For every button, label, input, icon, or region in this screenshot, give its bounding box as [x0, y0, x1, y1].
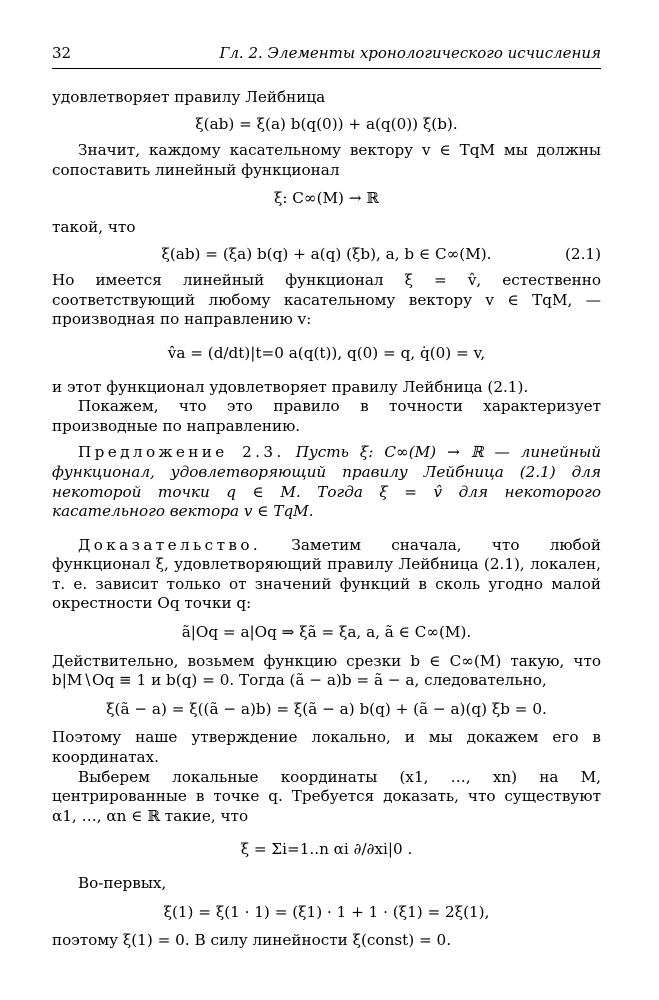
equation-cutoff-result: ξ(ã − a) = ξ((ã − a)b) = ξ(ã − a) b(q) + (ã − a)(q) ξb = 0. [106, 699, 547, 718]
paragraph-characterizes: Покажем, что это правило в точности характеризует производные по направлению. [52, 397, 601, 435]
paragraph-local-coordinates: Выберем локальные координаты (x1, …, xn) на M, центрированные в точке q. Требуется доказать, что существуют α1, …, αn ∈ ℝ такие, что [52, 767, 601, 825]
proposition-text: Пусть ξ: C∞(M) → ℝ — линейный функционал, удовлетворяющий правилу Лейбница (2.1) для некоторой точки q ∈ M. Тогда ξ = v̂ для некоторого касательного вектора v ∈ TqM. [52, 443, 602, 521]
page-header [52, 40, 601, 69]
paragraph-satisfies-rule: и этот функционал удовлетворяет правилу Лейбница (2.1). [52, 377, 529, 396]
proposition-label: Предложение 2.3. [78, 443, 285, 462]
proof-text: Заметим сначала, что любой функционал ξ, удовлетворяющий правилу Лейбница (2.1), локален, т. е. зависит только от значений функций в сколь угодно малой окрестности Oq точки q: [52, 535, 601, 613]
equation-2-1 [52, 245, 601, 265]
proposition-2-3 [52, 443, 601, 521]
page-body [52, 88, 601, 951]
page-number: 32 [52, 44, 72, 62]
book-page [52, 40, 602, 950]
proof-paragraph [52, 536, 601, 614]
equation-functional-map: ξ: C∞(M) → ℝ [274, 189, 379, 208]
paragraph-firstly: Во-первых, [78, 874, 167, 892]
equation-locality: ã|Oq = a|Oq ⇒ ξã = ξa, a, ã ∈ C∞(M). [181, 623, 472, 642]
equation-xi-of-one: ξ(1) = ξ(1 · 1) = (ξ1) · 1 + 1 · (ξ1) = 2ξ(1), [163, 902, 490, 921]
paragraph-linearity-const: поэтому ξ(1) = 0. В силу линейности ξ(const) = 0. [52, 931, 452, 950]
equation-leibniz-rule: ξ(ab) = ξ(a) b(q(0)) + a(q(0)) ξ(b). [195, 114, 458, 133]
paragraph-functional-assign: Значит, каждому касательному вектору v ∈ TqM мы должны сопоставить линейный функционал [52, 141, 601, 179]
paragraph-leibniz-intro: удовлетворяет правилу Лейбница [52, 88, 326, 106]
equation-number: (2.1) [564, 244, 601, 263]
paragraph-directional-derivative: Но имеется линейный функционал ξ = v̂, естественно соответствующий любому касательному вектору v ∈ TqM, — производная по направлению v: [52, 271, 601, 329]
proof-label: Доказательство. [78, 535, 262, 554]
paragraph-cutoff-function: Действительно, возьмем функцию срезки b ∈ C∞(M) такую, что b|M∖Oq ≡ 1 и b(q) = 0. Тогда (ã − a)b = ã − a, следовательно, [52, 651, 601, 690]
equation-directional-derivative: v̂a = (d/dt)|t=0 a(q(t)), q(0) = q, q̇(0) = v, [167, 343, 486, 362]
running-title: Гл. 2. Элементы хронологического исчисления [219, 44, 601, 62]
equation-sum-partials: ξ = Σi=1..n αi ∂/∂xi|0 . [240, 840, 413, 859]
paragraph-local-statement: Поэтому наше утверждение локально, и мы докажем его в координатах. [52, 728, 601, 767]
paragraph-such-that: такой, что [52, 217, 136, 236]
equation-2-1-body: ξ(ab) = (ξa) b(q) + a(q) (ξb), a, b ∈ C∞(M). [161, 244, 492, 263]
